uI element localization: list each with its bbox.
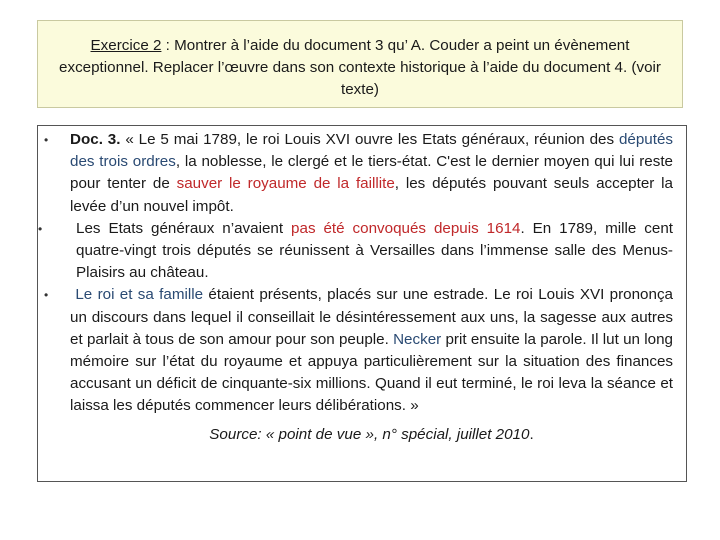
p3-highlight-famille: Le roi et sa famille	[75, 286, 204, 304]
bullet-icon: •	[44, 288, 49, 303]
exercise-instructions	[37, 20, 683, 108]
source-period: .	[529, 425, 534, 443]
source-citation	[70, 424, 673, 446]
p3-text-2: prit ensuite la parole. Il lut un long mémoire sur l’état du royaume et appuya particulièrement sur la situation des finances accusant un déficit de cinquante-six millions. Quand il eut terminé, le roi leva la séance et laissa les députés commencer leurs délibérations. »	[70, 330, 673, 415]
exercise-text: : Montrer à l’aide du document 3 qu’ A. Couder a peint un évènement exceptionnel. Replacer l’œuvre dans son contexte historique à l’aide du document 4. (voir texte)	[59, 37, 661, 98]
p1-text-1: « Le 5 mai 1789, le roi Louis XVI ouvre les Etats généraux, réunion des	[120, 131, 619, 148]
p2-text-1: Les Etats généraux n’avaient	[76, 219, 292, 237]
p3-text-1: étaient présents, placés sur une estrade. Le roi Louis XVI prononça un discours dans lequel il conseillait le désintéressement aux uns, la sagesse aux autres et parlait à tous de son amour pour son peuple.	[70, 286, 673, 348]
p2-text-2: . En 1789, mille cent quatre-vingt trois députés se réunissent à Versailles dans l’immense salle des Menus- Plaisirs au château.	[76, 219, 674, 282]
p1-highlight-deputes: députés des trois ordres	[70, 131, 673, 171]
p1-text-2: , la noblesse, le clergé et le tiers-état. C'est le dernier moyen qui lui reste pour tenter de	[70, 153, 674, 193]
bullet-icon: •	[44, 133, 49, 147]
exercise-label: Exercice 2	[90, 37, 162, 54]
paragraph-2	[38, 218, 674, 285]
p1-text-3: , les députés pouvant seuls accepter la levée d’un nouvel impôt.	[70, 175, 673, 215]
bullet-icon: •	[38, 221, 43, 236]
paragraph-1	[44, 129, 674, 218]
doc-label: Doc. 3.	[70, 131, 121, 148]
p1-highlight-faillite: sauver le royaume de la faillite	[176, 175, 395, 193]
paragraph-3	[44, 284, 673, 417]
source-text: Source: « point de vue », n° spécial, juillet 2010	[209, 425, 530, 443]
document-text-box	[37, 125, 687, 482]
p2-highlight-1614: pas été convoqués depuis 1614	[291, 219, 521, 237]
p3-highlight-necker: Necker	[393, 330, 442, 348]
